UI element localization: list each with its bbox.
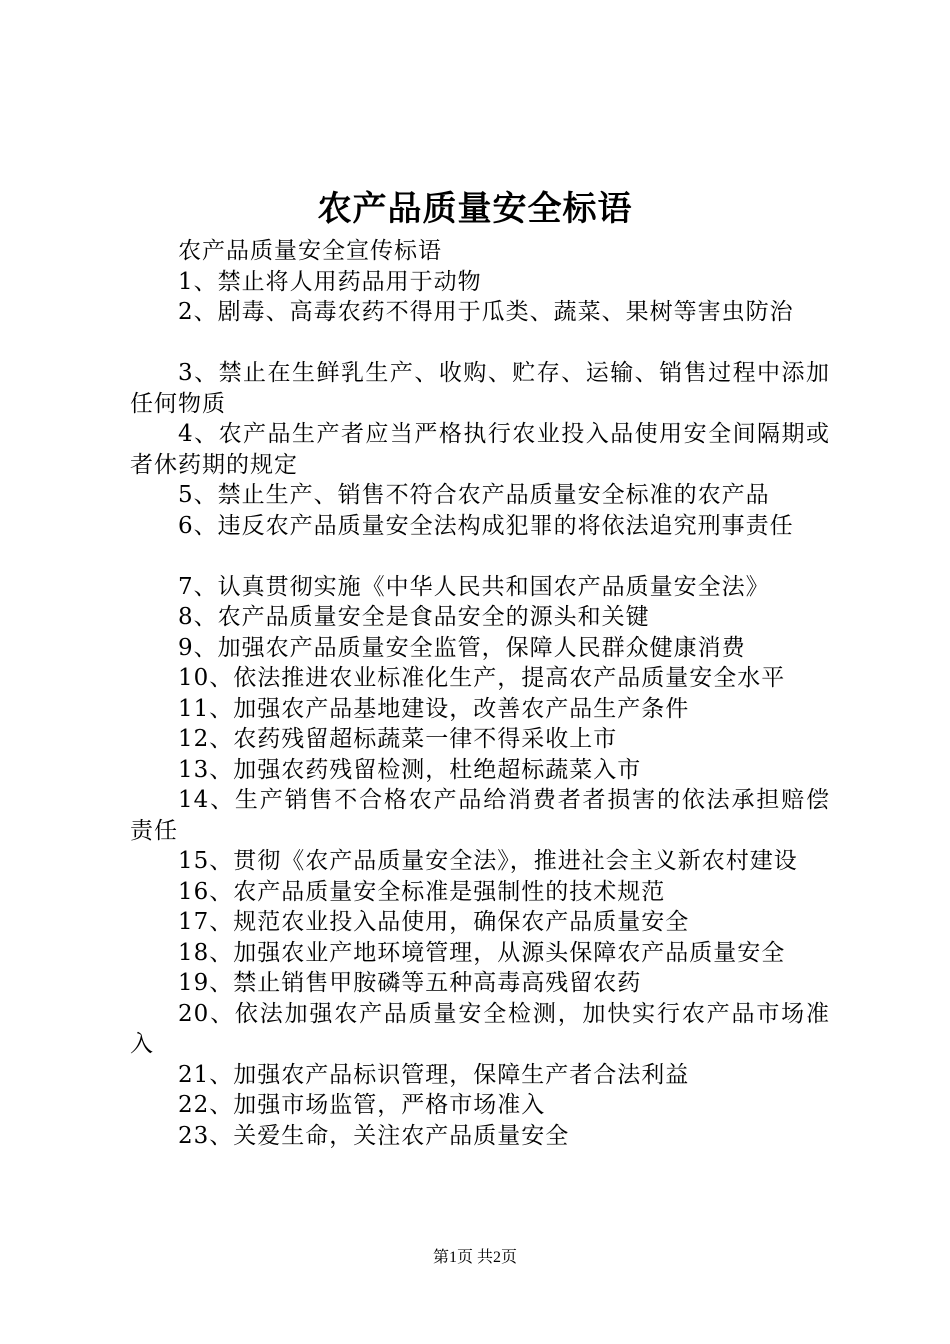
- blank-line: [130, 328, 830, 359]
- document-title: 农产品质量安全标语: [317, 189, 633, 229]
- slogan-item: 6、违反农产品质量安全法构成犯罪的将依法追究刑事责任: [178, 512, 794, 539]
- slogan-item: 15、贯彻《农产品质量安全法》，推进社会主义新农村建设: [178, 848, 798, 874]
- slogan-item: 7、认真贯彻实施《中华人民共和国农产品质量安全法》: [178, 573, 770, 600]
- slogan-item: 14、生产销售不合格农产品给消费者者损害的依法承担赔偿责任: [130, 787, 830, 844]
- document-subtitle: 农产品质量安全宣传标语: [178, 238, 442, 264]
- slogan-item: 2、剧毒、高毒农药不得用于瓜类、蔬菜、果树等害虫防治: [178, 299, 794, 325]
- slogan-item: 20、依法加强农产品质量安全检测，加快实行农产品市场准入: [130, 1000, 830, 1057]
- slogan-item: 11、加强农产品基地建设，改善农产品生产条件: [178, 695, 690, 722]
- slogan-item: 1、禁止将人用药品用于动物: [178, 268, 482, 295]
- slogan-item: 22、加强市场监管，严格市场准入: [178, 1092, 546, 1118]
- slogan-item: 12、农药残留超标蔬菜一律不得采收上市: [178, 726, 618, 752]
- slogan-item: 3、禁止在生鲜乳生产、收购、贮存、运输、销售过程中添加任何物质: [130, 360, 830, 417]
- slogan-item: 16、农产品质量安全标准是强制性的技术规范: [178, 878, 666, 905]
- slogan-item: 8、农产品质量安全是食品安全的源头和关键: [178, 604, 650, 630]
- slogan-item: 4、农产品生产者应当严格执行农业投入品使用安全间隔期或者休药期的规定: [130, 421, 830, 478]
- slogan-item: 21、加强农产品标识管理，保障生产者合法利益: [178, 1061, 690, 1088]
- slogan-item: 19、禁止销售甲胺磷等五种高毒高残留农药: [178, 970, 642, 996]
- page-footer: 第1页 共2页: [432, 1249, 517, 1266]
- slogan-item: 5、禁止生产、销售不符合农产品质量安全标准的农产品: [178, 482, 770, 508]
- slogan-list: [130, 267, 830, 1152]
- document-body: [130, 236, 830, 1151]
- slogan-item: 18、加强农业产地环境管理，从源头保障农产品质量安全: [178, 939, 786, 966]
- slogan-item: 17、规范农业投入品使用，确保农产品质量安全: [178, 909, 690, 935]
- slogan-item: 23、关爱生命，关注农产品质量安全: [178, 1122, 570, 1149]
- slogan-item: 13、加强农药残留检测，杜绝超标蔬菜入市: [178, 756, 642, 783]
- blank-line: [130, 541, 830, 572]
- slogan-item: 10、依法推进农业标准化生产，提高农产品质量安全水平: [178, 665, 786, 691]
- slogan-item: 9、加强农产品质量安全监管，保障人民群众健康消费: [178, 634, 746, 661]
